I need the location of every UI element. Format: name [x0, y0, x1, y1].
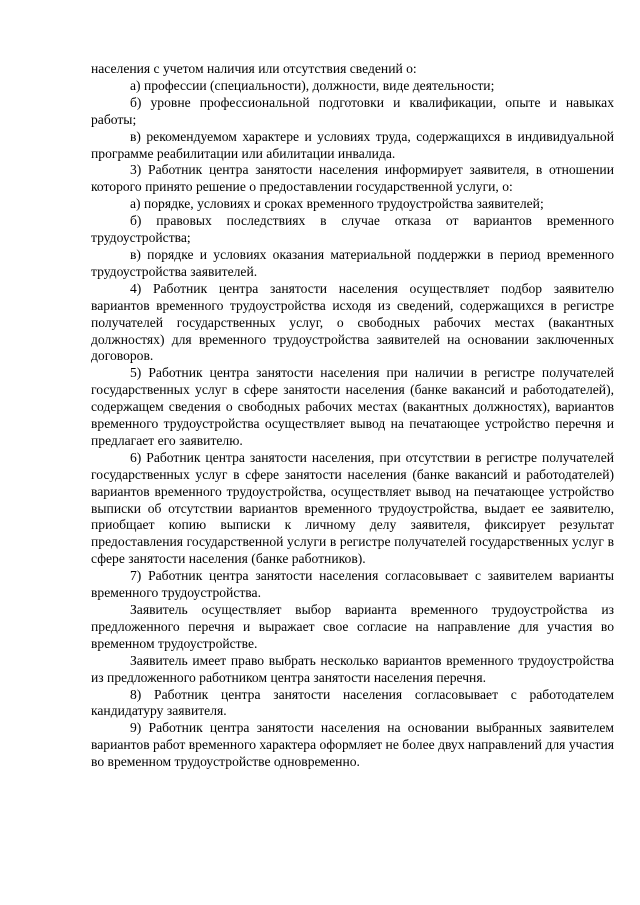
paragraph-clause-5: 5) Работник центра занятости населения при наличии в регистре получателей государственных услуг в сфере занятости населения (банке вакансий и работодателей), содержащем сведения о свободных рабочих местах (вакантных должностях), вариантов временного трудоустройства осуществляет вывод на печатающее устройство перечня и предлагает его заявителю. — [91, 365, 614, 448]
paragraph-clause-8: 8) Работник центра занятости населения согласовывает с работодателем кандидатуру заявителя. — [91, 686, 614, 719]
paragraph-item-v-conditions: в) рекомендуемом характере и условиях труда, содержащихся в индивидуальной программе реабилитации или абилитации инвалида. — [91, 128, 614, 161]
paragraph-clause-6: 6) Работник центра занятости населения, при отсутствии в регистре получателей государственных услуг в сфере занятости населения (банке вакансий и работодателей) вариантов временного трудоустройства, осуществляет вывод на печатающее устройство выписки об отсутствии вариантов временного трудоустройства, выдает ее заявителю, приобщает копию выписки к личному делу заявителя, фиксирует результат предоставления государственной услуги в регистре получателей государственных услуг в сфере занятости населения (банке работников). — [91, 449, 614, 567]
document-page — [91, 61, 614, 771]
paragraph-item-b-consequences: б) правовых последствиях в случае отказа от вариантов временного трудоустройства; — [91, 213, 614, 246]
paragraph-continuation: населения с учетом наличия или отсутствия сведений о: — [91, 61, 417, 76]
paragraph-clause-9: 9) Работник центра занятости населения на основании выбранных заявителем вариантов работ временного характера оформляет не более двух направлений для участия во временном трудоустройстве одновременно. — [91, 720, 614, 770]
paragraph-item-a-profession: а) профессии (специальности), должности, виде деятельности; — [130, 77, 495, 93]
paragraph-clause-3: 3) Работник центра занятости населения информирует заявителя, в отношении которого принято решение о предоставлении государственной услуги, о: — [91, 162, 614, 195]
paragraph-clause-7: 7) Работник центра занятости населения согласовывает с заявителем варианты временного трудоустройства. — [91, 568, 614, 601]
paragraph-item-b-qualification: б) уровне профессиональной подготовки и квалификации, опыте и навыках работы; — [91, 94, 614, 127]
paragraph-item-v-support: в) порядке и условиях оказания материальной поддержки в период временного трудоустройства заявителей. — [91, 246, 614, 279]
paragraph-applicant-right: Заявитель имеет право выбрать несколько вариантов временного трудоустройства из предложенного работником центра занятости населения перечня. — [91, 652, 614, 685]
paragraph-item-a-procedure: а) порядке, условиях и сроках временного трудоустройства заявителей; — [130, 196, 544, 212]
paragraph-applicant-choice: Заявитель осуществляет выбор варианта временного трудоустройства из предложенного перечня и выражает свое согласие на направление для участия во временном трудоустройстве. — [91, 602, 614, 651]
paragraph-clause-4: 4) Работник центра занятости населения осуществляет подбор заявителю вариантов временного трудоустройства исходя из сведений, содержащихся в регистре получателей государственных услуг, о свободных рабочих местах (вакантных должностях) для временного трудоустройства заявителей на основании заключенных договоров. — [91, 280, 614, 364]
